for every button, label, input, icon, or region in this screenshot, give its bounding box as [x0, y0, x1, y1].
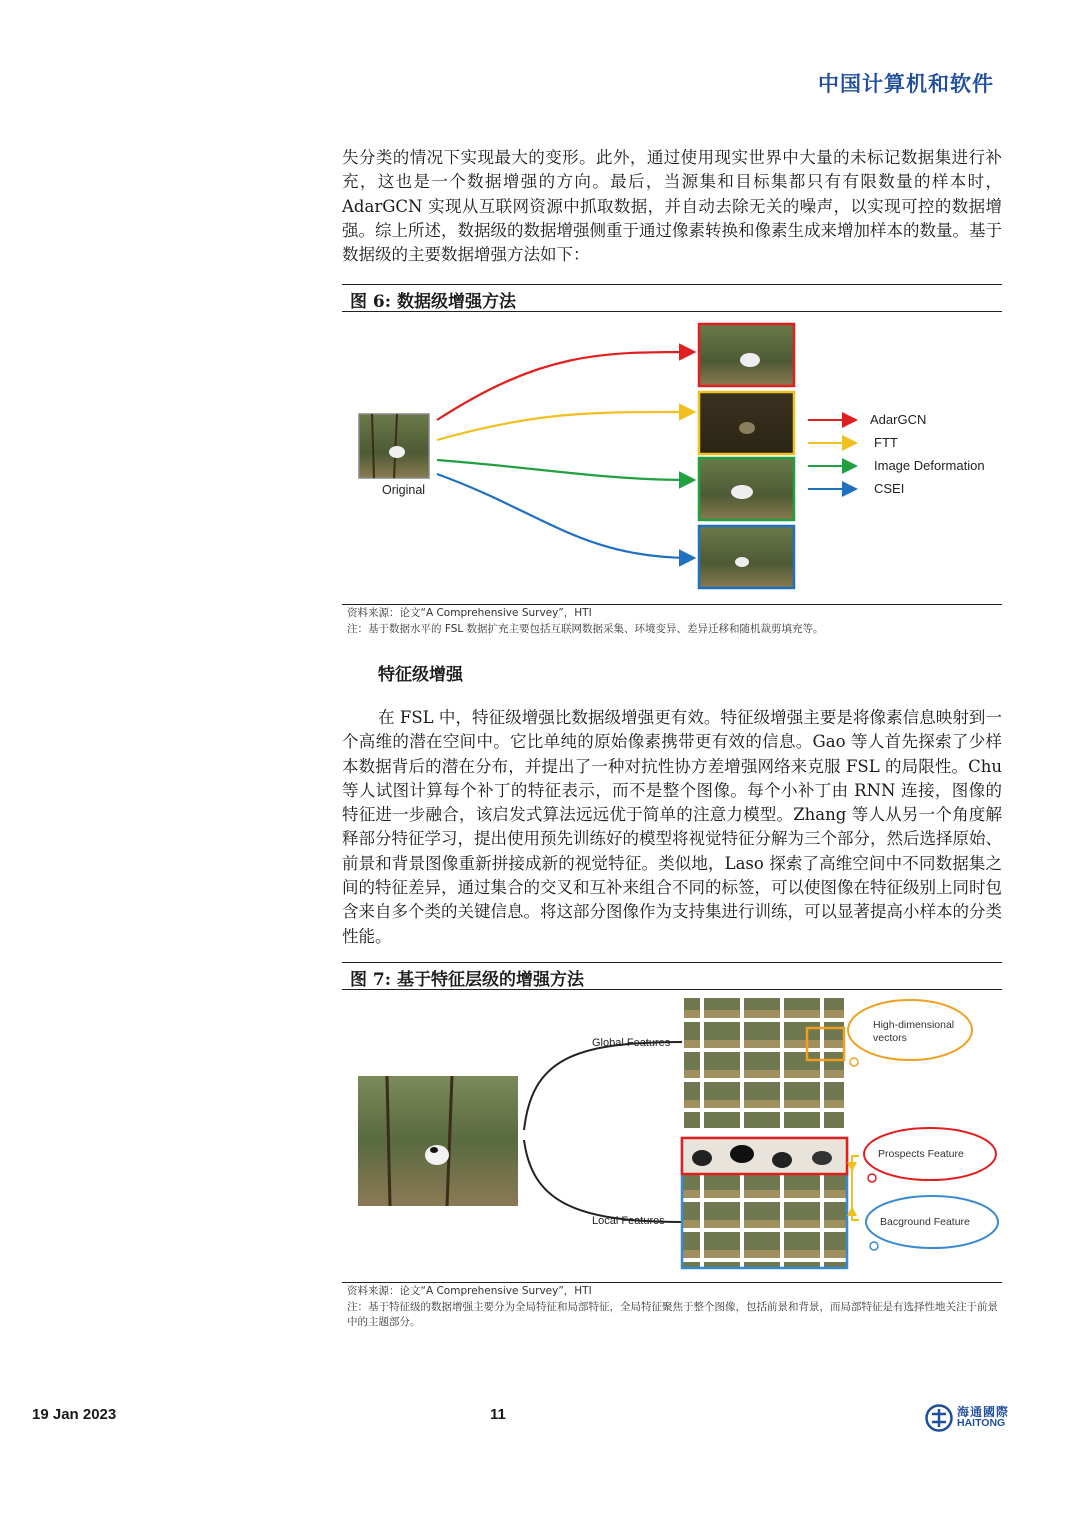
- global-feature-grid: [684, 998, 844, 1128]
- paragraph-feature-level: 在 FSL 中，特征级增强比数据级增强更有效。特征级增强主要是将像素信息映射到一个高维的潜在空间中。它比单纯的原始像素携带更有效的信息。Gao 等人首先探索了少样本数据背后的潜在分布，并提出了一种对抗性协方差增强网络来克服 FSL 的局限性。Chu 等人试图计算每个补丁的特征表示，而不是整个图像。每个小补丁由 RNN 连接，图像的特征进一步融合，该启发式算法远远优于简单的注意力模型。Zhang 等人从另一个角度解释部分特征学习，提出使用预先训练好的模型将视觉特征分解为三个部分，然后选择原始、前景和背景图像重新拼接成新的视觉特征。类似地，Laso 探索了高维空间中不同数据集之间的特征差异，通过集合的交叉和互补来组合不同的标签，可以使图像在特征级别上同时包含来自多个类的关键信息。将这部分图像作为支持集进行训练，可以显著提高小样本的分类性能。: [342, 708, 1002, 946]
- legend-adargcn: AdarGCN: [870, 412, 927, 427]
- arrow-adargcn: [437, 352, 692, 420]
- footer-date: 19 Jan 2023: [32, 1406, 117, 1423]
- ftt-image: [699, 392, 794, 454]
- original-panda-image: [359, 414, 429, 478]
- section-subheading: 特征级增强: [378, 665, 463, 685]
- haitong-logo: [925, 1403, 1015, 1433]
- main-panda-image: [358, 1076, 518, 1206]
- paragraph-data-level: 失分类的情况下实现最大的变形。此外，通过使用现实世界中大量的未标记数据集进行补充，这也是一个数据增强的方向。最后，当源集和目标集都只有有限数量的样本时，AdarGCN 实现从互联网资源中抓取数据，并自动去除无关的噪声，以实现可控的数据增强。综上所述，数据级的数据增强侧重于通过像素转换和像素生成来增加样本的数量。基于数据级的主要数据增强方法如下：: [342, 148, 1002, 265]
- branch-local: [524, 1140, 682, 1222]
- report-header-title: 中国计算机和软件: [818, 71, 994, 96]
- global-features-label: Global Features: [592, 1037, 671, 1049]
- cloud-background: [866, 1196, 998, 1250]
- logo-english: HAITONG: [957, 1417, 1006, 1429]
- original-label: Original: [382, 483, 426, 497]
- local-features-label: Local Features: [592, 1215, 665, 1227]
- figure6-source-block: [347, 606, 1002, 637]
- figure6-source: 资料来源：论文“A Comprehensive Survey”，HTI: [347, 607, 592, 619]
- cloud-high-dimensional-line2: vectors: [873, 1032, 907, 1044]
- legend: [808, 412, 985, 496]
- figure7-source: 资料来源：论文“A Comprehensive Survey”，HTI: [347, 1285, 592, 1297]
- cloud-prospects-label: Prospects Feature: [878, 1148, 964, 1160]
- figure7-note: 注：基于特征级的数据增强主要分为全局特征和局部特征，全局特征聚焦于整个图像，包括前景和背景，而局部特征是有选择性地关注于前景中的主题部分。: [347, 1300, 998, 1328]
- adargcn-image: [699, 324, 794, 386]
- arrow-ftt: [437, 412, 692, 440]
- cloud-background-label: Bacground Feature: [880, 1216, 970, 1228]
- haitong-logo-icon: [925, 1404, 953, 1432]
- cloud-prospects: [864, 1128, 996, 1182]
- page-number: 11: [490, 1406, 506, 1423]
- figure6-diagram: [342, 312, 1002, 604]
- figure6-title: 图 6: 数据级增强方法: [342, 284, 1002, 312]
- legend-ftt: FTT: [874, 435, 898, 450]
- arrow-image-deformation: [437, 460, 692, 480]
- logo-chinese: 海通國際: [957, 1405, 1010, 1419]
- legend-image-deformation: Image Deformation: [874, 458, 985, 473]
- cloud-high-dimensional-line1: High-dimensional: [873, 1019, 955, 1031]
- cloud-high-dimensional: [848, 1000, 972, 1066]
- image-deformation-image: [699, 458, 794, 520]
- local-feature-grid: [682, 1138, 847, 1268]
- figure7-title: 图 7: 基于特征层级的增强方法: [342, 962, 1002, 990]
- figure7-diagram: [342, 990, 1002, 1282]
- legend-csei: CSEI: [874, 481, 905, 496]
- figure6-note: 注：基于数据水平的 FSL 数据扩充主要包括互联网数据采集、环境变异、差异迁移和随机裁剪填充等。: [347, 622, 824, 635]
- arrow-csei: [437, 474, 692, 558]
- branch-global: [524, 1042, 682, 1130]
- figure7-source-block: [347, 1284, 1002, 1331]
- csei-image: [699, 526, 794, 588]
